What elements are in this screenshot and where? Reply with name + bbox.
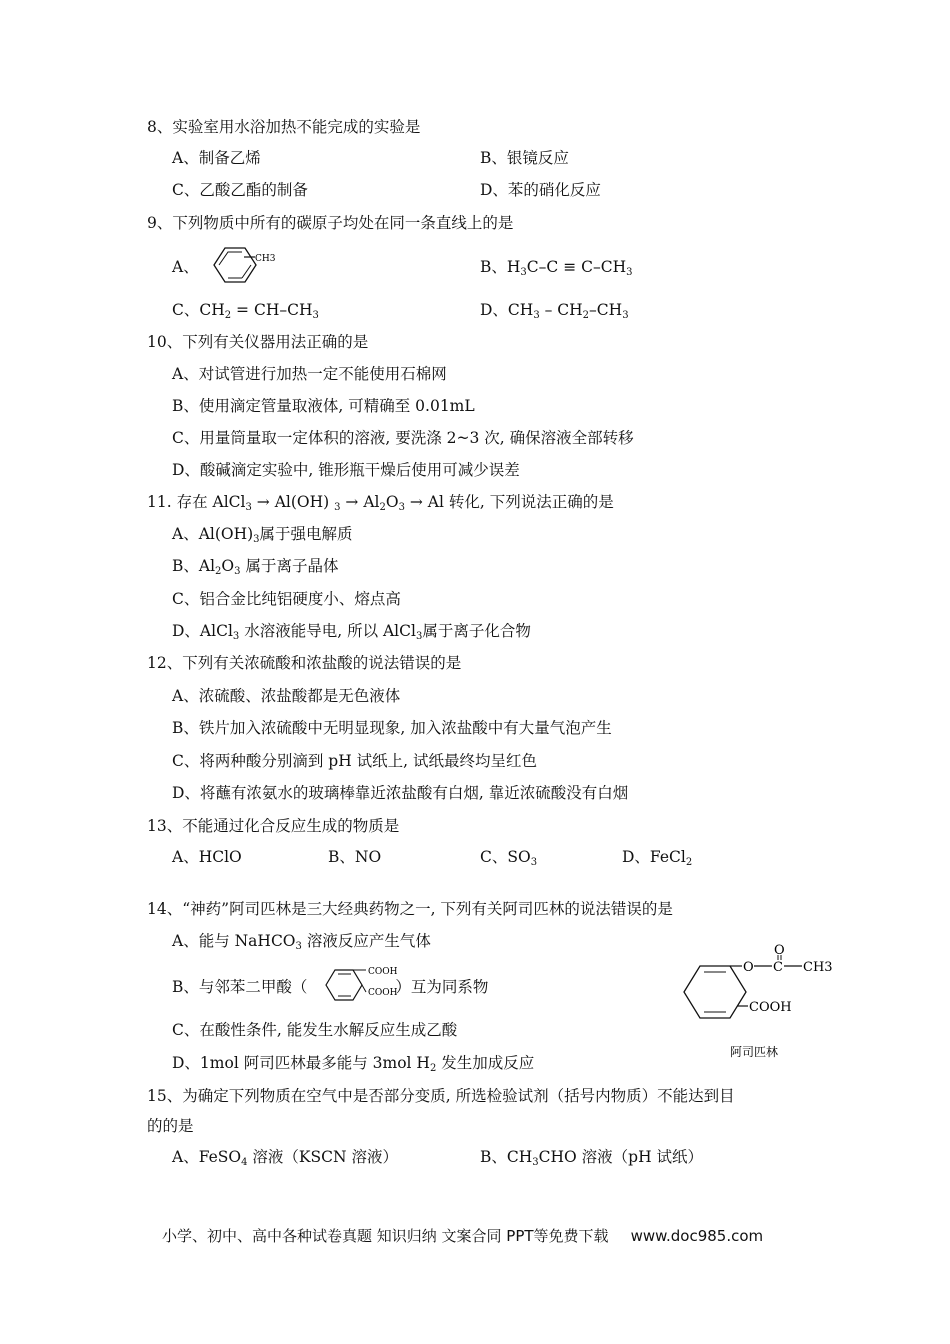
q10-stem: 10、下列有关仪器用法正确的是 [147, 333, 369, 351]
q9-option-b: B、$H_3C-C \equiv C-CH_3$ [480, 258, 633, 278]
q11-option-d: D、AlCl$_3$ 水溶液能导电, 所以 AlCl$_3$属于离子化合物 [172, 622, 531, 642]
page-footer [162, 1225, 763, 1246]
q13-option-d: D、FeCl$_2$ [622, 848, 693, 868]
q12-option-b: B、铁片加入浓硫酸中无明显现象, 加入浓盐酸中有大量气泡产生 [172, 719, 612, 737]
phthalic-cooh-top: COOH [368, 967, 398, 977]
aspirin-o-top: O [774, 944, 785, 958]
q15-stem-line2: 的的是 [147, 1117, 194, 1135]
aspirin-cooh: COOH [749, 1000, 792, 1015]
q10-option-a: A、对试管进行加热一定不能使用石棉网 [172, 365, 447, 383]
q14-option-c: C、在酸性条件, 能发生水解反应生成乙酸 [172, 1021, 458, 1039]
q13-option-c: C、$SO_3$ [480, 848, 538, 868]
q12-option-a: A、浓硫酸、浓盐酸都是无色液体 [172, 687, 401, 705]
aspirin-structure [672, 944, 842, 1064]
q9-option-a-prefix: A、 [172, 258, 199, 276]
q15-stem-line1: 15、为确定下列物质在空气中是否部分变质, 所选检验试剂（括号内物质）不能达到目 [147, 1087, 735, 1105]
q13-option-b: B、NO [328, 848, 382, 866]
q14-option-d: D、1mol 阿司匹林最多能与 3mol $H_2$ 发生加成反应 [172, 1054, 535, 1074]
q9-stem: 9、下列物质中所有的碳原子均处在同一条直线上的是 [147, 214, 514, 232]
q12-stem: 12、下列有关浓硫酸和浓盐酸的说法错误的是 [147, 654, 462, 672]
footer-text: 小学、初中、高中各种试卷真题 知识归纳 文案合同 PPT等免费下载 [162, 1227, 609, 1245]
q8-option-b: B、银镜反应 [480, 149, 569, 167]
q10-option-d: D、酸碱滴定实验中, 锥形瓶干燥后使用可减少误差 [172, 461, 520, 479]
q11-option-c: C、铝合金比纯铝硬度小、熔点高 [172, 590, 401, 608]
q8-option-d: D、苯的硝化反应 [480, 181, 601, 199]
q10-option-b: B、使用滴定管量取液体, 可精确至 0.01mL [172, 397, 475, 415]
q11-option-b: B、$Al_2O_3$ 属于离子晶体 [172, 557, 339, 577]
aspirin-caption: 阿司匹林 [730, 1045, 779, 1059]
aspirin-ch3: CH3 [803, 960, 833, 975]
q12-option-d: D、将蘸有浓氨水的玻璃棒靠近浓盐酸有白烟, 靠近浓硫酸没有白烟 [172, 784, 629, 802]
phthalic-acid-structure [318, 962, 410, 1008]
q15-option-a: A、FeSO$_4$ 溶液（KSCN 溶液） [172, 1148, 398, 1168]
q14-option-b-prefix: B、与邻苯二甲酸（ [172, 978, 308, 996]
phthalic-cooh-bottom: COOH [368, 988, 398, 998]
q13-option-a: A、HClO [172, 848, 242, 866]
toluene-ch3-label: CH3 [255, 254, 276, 264]
q15-option-b: B、$CH_3CHO$ 溶液（pH 试纸） [480, 1148, 704, 1168]
footer-url[interactable]: www.doc985.com [630, 1227, 764, 1245]
q11-stem: 11. 存在 AlCl$_3$ → Al(OH) $_3 \to Al_2O_3 \to Al$ 转化, 下列说法正确的是 [147, 493, 614, 513]
aspirin-c: C [773, 960, 783, 975]
q8-option-a: A、制备乙烯 [172, 149, 261, 167]
q13-stem: 13、不能通过化合反应生成的物质是 [147, 817, 400, 835]
q8-option-c: C、乙酸乙酯的制备 [172, 181, 308, 199]
q8-stem: 8、实验室用水浴加热不能完成的实验是 [147, 118, 421, 136]
q12-option-c: C、将两种酸分别滴到 pH 试纸上, 试纸最终均呈红色 [172, 752, 538, 770]
q10-option-c: C、用量筒量取一定体积的溶液, 要洗涤 2~3 次, 确保溶液全部转移 [172, 429, 634, 447]
q9-option-c: C、$CH_2 = CH-CH_3$ [172, 301, 319, 321]
toluene-structure [200, 244, 280, 286]
q9-option-d: D、$CH_3 - CH_2-CH_3$ [480, 301, 629, 321]
q11-option-a: A、$Al(OH)_3$属于强电解质 [172, 525, 353, 545]
q14-stem: 14、“神药”阿司匹林是三大经典药物之一, 下列有关阿司匹林的说法错误的是 [147, 900, 673, 918]
aspirin-o-link: O [743, 960, 754, 975]
q14-option-a: A、能与 NaHCO$_3$ 溶液反应产生气体 [172, 932, 431, 952]
q14-option-b-suffix: ）互为同系物 [395, 978, 489, 996]
